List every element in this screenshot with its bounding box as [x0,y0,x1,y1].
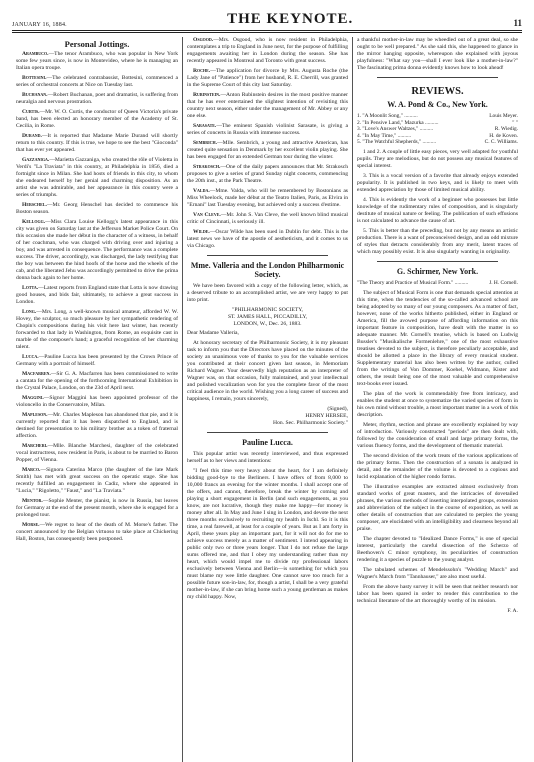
jotting-text: —We regret to hear of the death of M. Morse's father. The concert announced by the Belgian virtuoso to take place at Chickering Hall, Boston, has consequently been postponed. [16,522,178,542]
letter-head-line: LONDON, W., Dec. 26, 1883. [233,321,302,327]
valleria-article-heading: Mme. Valleria and the London Philharmonic Society. [190,261,345,279]
page-number: 11 [513,18,522,28]
publisher-heading: W. A. Pond & Co., New York. [387,100,488,109]
jotting-lead-name: Osgood. [193,37,214,43]
letter-signer: HENRY HERSEE, [305,413,348,419]
jotting-paragraph: The subject of Musical Form is one that demands special attention at this time, when the tendencies of the so-called advanced school are being adopted by so many of our young composers. As a matter of fact, however, none of the works hitherto published, either in England or America, fill the avowed purpose of affording information on this important feature in composition, have dealt with the matter in so adequate manner. Mr. Cornell's treatise, which is based on Ludwig Bussler's "Musikalische Formenlehre," one of the most exhaustive treatises devoted to the subject, is therefore peculiarly acceptable, and should be allotted a place in the library of every musical student. Supplementary material has also been written by the author, culled from the writings of Von Dommer, Koehel, Widmann, Kister and others, the result being one of the most valuable and comprehensive text-books ever issued. [357,289,518,387]
jotting-lead-name: Mentor. [22,498,43,504]
jotting-text: —Oscar Wilde has been sued in Dublin for debt. This is the latest news we have of the apostle of aestheticism, and it comes to us via Chicago. [187,229,348,249]
jotting-lead-name: Lucca. [22,354,39,360]
jotting-paragraph: The illustrative examples are extracted almost exclusively from standard works of great masters, and the intricacies of dovetailed phrases, the various methods of inserting interpolated groups, extension and abbreviation of the subject in the course of exposition, as well as other details of construction that are calculated to perplex the young composer, are elucidated with an intelligibility and clearness beyond all praise. [357,483,518,532]
masthead-rule-2 [12,32,522,33]
jotting-text: —Robert Buchanan, poet and dramatist, is suffering from neuralgia and nervous prostration. [16,92,178,105]
jotting-paragraph [187,37,348,65]
jotting-lead-name: Roche. [193,68,211,74]
jotting-paragraph [16,395,178,409]
jotting-lead-name: Macfarren. [22,371,51,377]
jotting-paragraph [187,92,348,120]
jotting-text: —Mr. Georg Henschel has decided to commence his Boston season. [16,202,178,215]
jotting-text: —Miss Clara Louise Kellogg's latest appearance in this city was given on Saturday last at the Jefferson Market Police Court. On this occasion she made her début in the character of a witness, in behalf of her coachman, who was charged with driving over and injuring a boy, and was arrested in consequence. The performance was a complete success. The driver, accordingly, was discharged, the lady testifying that the boy was between the hind hoofs of the horse and the wheels of the cab, and the liberated Jehu was accordingly permitted to drive the prima donna back again to her home. [16,219,178,281]
jotting-paragraph: The second division of the work treats of the various applications of the primary forms. Then the construction of a sonata is analyzed in detail, and the remainder of the volume is devoted to a copious and lucid explanation of the higher rondo forms. [357,452,518,480]
jotting-text: —Mme. Valda, who will be remembered by Bostonians as Miss Wheelock, made her début at the Teatro Italien, Paris, as Elvira in "Ernani" last Tuesday evening, but achieved only a success d'estime. [187,188,348,208]
jotting-lead-name: Durand. [22,133,42,139]
jotting-paragraph [187,188,348,209]
newspaper-title: THE KEYNOTE. [227,11,354,27]
review-item-title: "The Theory and Practice of Musical Form." .......... [357,279,469,286]
jotting-paragraph [187,164,348,185]
jotting-text: —Sophie Menter, the pianist, is now in Russia, but leaves for Germany at the end of the present month, where she is engaged for a prolonged tour. [16,498,178,518]
column-2 [182,37,352,762]
jotting-paragraph [187,123,348,137]
jotting-lead-name: Valda. [193,188,210,194]
jotting-lead-name: Kellogg. [22,219,46,225]
jotting-lead-name: Sembrich. [193,140,218,146]
jotting-text: —Marietta Gazzaniga, who created the rôle of Violetta in Verdi's "La Traviata" in this country, at Philadelphia in 1856, died a fortnight since in Milan. She had hosts of friends in this city, to whom she endeared herself by her genial and charming disposition. As an artist she was admirable, and her appearance in this country were a series of triumphs. [16,157,178,198]
jotting-paragraph [187,68,348,89]
personal-jottings-heading: Personal Jottings. [64,39,130,49]
review-list-item [357,120,518,127]
jotting-paragraph: The plan of the work is commendably free from intricacy, and enables the student at once to systematize the varied species of form in his own mind without trouble, a most important matter in a work of this description. [357,390,518,418]
jotting-paragraph: From the above hasty survey it will be seen that neither research nor labor has been spared in order to render this contribution to the technical literature of the art thoroughly worthy of its mission. [357,583,518,604]
letter-head-line: ST. JAMES HALL, PICCADILLY, [227,314,308,320]
jotting-lead-name: Strakosch. [193,164,221,170]
section-divider [377,261,498,262]
jotting-paragraph [16,133,178,154]
section-divider [207,432,328,433]
jotting-text: —Latest reports from England state that Lotta is now drawing good houses, and bids fair, ultimately, to achieve a great success in London. [16,285,178,305]
letter-heading [187,307,348,328]
review-paragraphs-pond [357,149,518,256]
jotting-text: —Mrs. Osgood, who is now resident in Philadelphia, contemplates a trip to England in June next, for the purpose of fulfilling engagements awaiting her in London during the season. She has recently appeared in Montreal and Toronto with great success. [187,37,348,64]
jotting-text: —Mr. W. O. Curtis, the conductor of Queen Victoria's private band, has been elected an honorary member of the Academy of St. Cecilia, in Rome. [16,109,178,129]
jotting-paragraph [16,92,178,106]
jotting-paragraph [16,467,178,495]
issue-date: JANUARY 16, 1884. [12,22,67,28]
jotting-text: —Mlle. Blanche Marchesi, daughter of the celebrated vocal instructress, now resident in Paris, is about to be married to Baron Popper, of Vienna. [16,443,178,463]
review-list-item [357,139,518,146]
reviews-heading: REVIEWS. [411,86,464,97]
letter-salutation: Dear Madame Valleria, [187,330,239,336]
jotting-lead-name: Long. [22,309,37,315]
letter-head-line: "PHILHARMONIC SOCIETY, [232,307,303,313]
review-item-author: Louis Meyer. [489,113,518,119]
jotting-paragraph [16,75,178,89]
lucca-paragraph: This popular artist was recently interviewed, and thus expressed herself as to her views and intentions: [187,451,348,464]
review-item-author: R. Wiedig. [494,126,518,133]
jotting-lead-name: Curtis. [22,109,40,115]
jotting-lead-name: Buchanan. [22,92,48,98]
jotting-lead-name: Marcheri. [22,443,48,449]
section-divider [377,77,498,78]
letter-signer-title: Hon. Sec. Philharmonic Society." [273,420,348,426]
review-item-title: 2. "In Pensive Land," Mazurka .......... [357,119,439,126]
section-divider [207,255,328,256]
jotting-text: —The eminent Spanish violinist Sarasate, is giving a series of concerts in Russia with immense success. [187,123,348,136]
reviewer-initials: F. A. [507,607,518,614]
jotting-paragraph [16,109,178,130]
personal-jottings-continued [187,37,348,250]
masthead-rule [12,30,522,31]
jotting-text: —Pauline Lucca has been presented by the Crown Prince of Germany with a portrait of himself. [16,354,178,367]
masthead [12,6,522,28]
jotting-text: —Mr. Charles Mapleson has abandoned that pie, and it is currently reported that it has been dispatched to England, and is destined for presentation to his military brother as a token of fraternal affection. [16,412,178,439]
review-item-title: 4. "In May Time," .......... [357,132,412,139]
jotting-paragraph: 4. This is evidently the work of a beginner who possesses but little knowledge of the rudimentary rules of composition, and is singularly destitute of musical nature or feeling. The publication of such effusions is not calculated to advance the cause of art. [357,196,518,224]
jotting-text: —It is reported that Madame Marie Durand will shortly return to this country. If this is true, we hope to see the best "Gioconda" that has ever yet appeared. [16,133,178,153]
jotting-text: —The application for divorce by Mrs. Augusta Roche (the Lady Jane of "Patience") from her husband, R. E. Cherrill, was granted in the Supreme Court of this city last Saturday. [187,68,348,88]
jotting-text: —Mr. John S. Van Cleve, the well known blind musical critic of Cincinnati, is seriously ill. [187,212,348,225]
jotting-paragraph [16,309,178,351]
jotting-lead-name: Sarasate. [193,123,217,129]
review-item-author: H. de Koven. [489,132,518,139]
jotting-text: —Anton Rubinstein desires in the most positive manner that he has ever entertained the slightest intention of revisiting this country next season, either under the management of Mr. Abbey or any one else. [187,92,348,119]
jotting-lead-name: Herschel. [22,202,47,208]
letter-body: At honorary secretary of the Philharmonic Society, it is my pleasant task to inform you that the Directors have placed on the minutes of the society an unanimous vote of thanks to you for the valuable services you contributed at their concert given last season, in Memoriam Richard Wagner. Your deservedly high reputation as an interpreter of Wagner was, on that occasion, fully maintained, and your intellectual and polished vocalization won for you the complete favor of the most critical audience in the world. Wishing you a long career of success and happiness, I remain, yours sincerely, [187,340,348,402]
review-item-author: C. C. Williams. [484,139,518,146]
review-item-author: J. H. Cornell. [489,279,518,286]
jotting-lead-name: Arambuco. [22,51,49,57]
review-item-title: 3. "Love's Answer Waltzes," .......... [357,126,434,133]
jotting-paragraph [16,219,178,282]
valleria-article-intro: We have been favored with a copy of the following letter, which, as a deserved tribute to an accomplished artist, we are very happy to put into print. [187,283,348,303]
jotting-paragraph [187,229,348,250]
jotting-paragraph: Meter, rhythm, section and phrase are excellently explained by way of introduction. Variously constructed "periods" are then dealt with, followed by the consideration of small and large primary forms, the various fluency forms, and the development of thematic material. [357,421,518,449]
jotting-lead-name: Rubinstein. [193,92,221,98]
letter-signed: (Signed), [327,406,348,412]
jotting-paragraph: The chapter devoted to "Idealized Dance Forms," is one of special interest, particularly the careful dissection of the Scherzo of Beethoven's C minor symphony, its peculiarities of construction rendering it a species of puzzle to the young analyst. [357,535,518,563]
column-3 [352,37,522,762]
jotting-text: —One of the daily papers announces that Mr. Strakosch proposes to give a series of grand Sunday night concerts, commencing the 20th inst., at the Park Theatre. [187,164,348,184]
jotting-paragraph [16,522,178,543]
jotting-lead-name: Marco. [22,467,41,473]
review-item-title: 5. "The Watchful Shepherds," .......... [357,139,437,146]
jotting-text: —The tenor Arambuco, who was popular in New York some few years since, is now in Montevideo, where he is managing an Italian opera troupe. [16,51,178,71]
publisher-heading: G. Schirmer, New York. [396,266,479,276]
review-list-item [357,126,518,133]
jotting-text: —Signora Caterina Marco (the daughter of the late Mark Smith) has met with great success on the operatic stage. She has recently fulfilled an engagement in Cadiz, where she appeared in "Lucia," "Rigoletto," "Faust," and "La Traviata." [16,467,178,494]
review-item-author: " " [512,119,518,126]
jotting-paragraph [16,51,178,72]
jotting-paragraph [16,354,178,368]
jotting-lead-name: Morse. [22,522,40,528]
review-list-item [357,113,518,120]
jotting-paragraph: 1 and 2. A couple of little easy pieces, very well adapted for youthful pupils. They are melodious, but do not possess any musical features of special interest. [357,148,518,169]
jotting-paragraph [16,157,178,199]
jotting-text: —The celebrated contrabassist, Bottesini, commenced a series of orchestral concerts at Nice on Tuesday last. [16,75,178,88]
jotting-paragraph: 3. This is a vocal version of a favorite that already enjoys extended popularity. It is published in two keys, and is likely to meet with extended appreciation by those of limited musical ability. [357,172,518,193]
jotting-lead-name: Bottesini. [22,75,47,81]
jotting-text: —Signor Maggini has been appointed professor of the violoncello in the Conservatoire, Milan. [16,395,178,408]
jotting-text: —Mrs. Long, a well-known musical amateur, afforded W. W. Hovey, the sculptor, so much pleasure by her sympathetic rendering of Chopin's compositions during his visit here last winter, has recently forwarded to that lady in Washington, from Rome, an exquisite cast in marble of the composer's hand; a graceful recognition of her charming talent. [16,309,178,350]
lucca-continued: a thankful mother-in-law may be wheedled out of a great deal, so she ought to be well prepared." As she said this, she happened to glance in the mirror hanging opposite, whereupon she explained with joyous playfulness: "What say you—shall I ever look like a mother-in-law?" The fascinating prima donna evidently knows how to look ahead! [357,37,518,71]
jotting-lead-name: Maggini. [22,395,44,401]
jotting-paragraph [187,140,348,161]
jotting-text: —Mlle. Sembrich, a young and attractive American, has created quite sensation in Denmark by her excellent violin playing. She has been engaged for an extended German tour during the winter. [187,140,348,160]
jotting-text: —Sir G. A. Macfarren has been commissioned to write a cantata for the opening of the forthcoming International Exhibition in the Crystal Palace, London, on the 23d of April next. [16,371,178,391]
lucca-paragraph: "I feel this time very heavy about the heart, for I am definitely bidding good-bye to the Berliners. I have offers of from 8,000 to 10,000 francs an evening for the winter months. I shall accept one of the offers, and cannot, therefore, break the winter by coming and playing a short engagement in Berlin (and such engagements, as you know, are not lucrative, though they make me happy—for money is money after all. In May and June I sing in London, and devote the next three months exclusively to recruiting my health in Ischl. So it is this time, a real farewell, at least for a couple of years. But as I am forty in April, these years play an important part, for it will not do for me to achieve success merely as a matter of sentiment. I intend appearing in public only two or three years longer. That I do not refuse the large sums offered me, and that I obey my understanding rather than my heart, which would impel me to divide my professional labors exclusively between Vienna and Berlin—is something for which you must blame my wee little daughter. One cannot save too much for a possible future son-in-law, for, though a artist, I shall be a very grateful mother-in-law, if she can bring home such a young gentleman as makes my child happy. Now, [187,468,348,600]
jotting-paragraph [16,498,178,519]
personal-jottings-list [16,51,178,543]
review-list-item [357,133,518,140]
jotting-paragraph [16,443,178,464]
review-list-schirmer [357,280,518,287]
jotting-paragraph [16,202,178,216]
jotting-paragraph: The tabulated schemes of Mendelssohn's "Wedding March" and Wagner's March from "Tannhauser," are also most useful. [357,566,518,580]
jotting-paragraph [16,412,178,440]
jotting-lead-name: Van Cleve. [193,212,221,218]
jotting-lead-name: Wilde. [193,229,210,235]
jotting-lead-name: Gazzaniga. [22,157,50,163]
jotting-lead-name: Mapleson. [22,412,48,418]
jotting-paragraph: 5. This is better than the preceding, but not by any means an artistic production. There is a want of preconceived design, and an odd mixture of styles that detracts considerably from any merit, latent traces of which may possibly exist. It is also singularly wanting in originality. [357,227,518,255]
jotting-lead-name: Lotta. [22,285,39,291]
jotting-paragraph [16,371,178,392]
jotting-paragraph [16,285,178,306]
review-paragraphs-schirmer [357,290,518,605]
column-1 [12,37,182,762]
lucca-article-heading: Pauline Lucca. [242,438,293,447]
review-list-item [357,280,518,287]
columns [12,37,522,762]
jotting-paragraph [187,212,348,226]
review-list-pond [357,113,518,146]
review-item-title: 1. "A Moonlit Song," .......... [357,113,418,119]
